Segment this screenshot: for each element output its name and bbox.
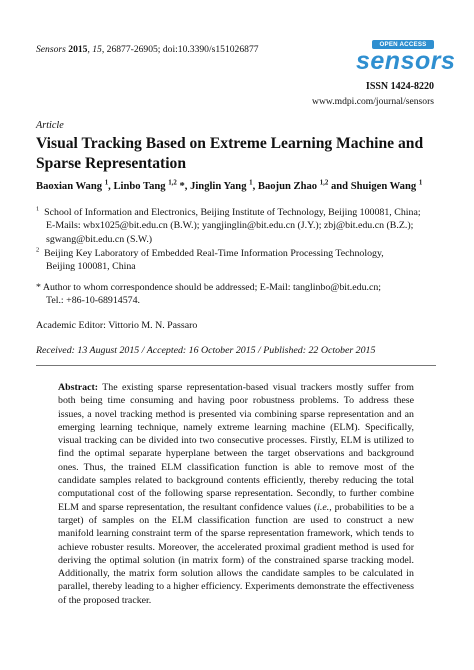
publication-dates: Received: 13 August 2015 / Accepted: 16 October 2015 / Published: 22 October 2015 [36,345,376,356]
journal-url[interactable]: www.mdpi.com/journal/sensors [312,96,434,107]
author-name: Shuigen Wang [350,181,417,192]
author-affiliation-mark: 1 [104,179,109,187]
author-list: Baoxian Wang $^1$, Linbo Tang $^{1,2}$ *, Jinglin Yang $^1$, Baojun Zhao $^{1,2}$ and Shuigen Wang $^1$ [36,179,423,192]
abstract-text: The existing sparse representation-based visual trackers mostly suffer from both being time consuming and having poor robustness problems. To address these issues, a novel tracking method is presented via combining sparse representation and an emerging learning technique, namely extreme learning machine (ELM). Specifically, visual tracking can be divided into two consecutive processes. Firstly, ELM is utilized to find the optimal separate hyperplane between the target observations and background ones. Thus, the trained ELM classification function is able to remove most of the candidate samples related to background contents efficiently, thereby reducing the total computational cost of the following sparse representation. Secondly, to further combine ELM and sparse representation, the resultant confidence values ( [58,382,414,513]
correspondence: * Author to whom correspondence should be addressed; E-Mail: tanglinbo@bit.edu.cn; Tel.: +86-10-68914574. [36,282,382,307]
author-affiliation-mark: 1,2 [319,179,329,187]
author-affiliation-mark: 1 [418,179,423,187]
affiliation-1: $^1$ School of Information and Electronics, Beijing Institute of Technology, Beijing 100081, China; E-Mails: wbx1025@bit.edu.cn (B.W.); yangjinglin@bit.edu.cn (J.Y.); zbj@bit.edu.cn (B.Z.); sgwang@bit.edu.cn (S.W.) [36,205,421,245]
journal-name: Sensors [36,44,66,55]
author-name: Jinglin Yang [190,181,247,192]
abstract-label: Abstract: [58,382,99,393]
paper-title: Visual Tracking Based on Extreme Learning Machine and Sparse Representation [36,135,424,172]
abstract: Abstract: The existing sparse representation-based visual trackers mostly suffer from both being time consuming and having poor robustness problems. To address these issues, a novel tracking method is presented via combining sparse representation and an emerging learning technique, namely extreme learning machine (ELM). Specifically, visual tracking can be divided into two consecutive processes. Firstly, ELM is utilized to find the optimal separate hyperplane between the target observations and background ones. Thus, the trained ELM classification function is able to remove most of the candidate samples related to background contents efficiently, thereby reducing the total computational cost of the following sparse representation. Secondly, to further combine ELM and sparse representation, the resultant confidence values (i.e., probabilities to be a target) of samples on the ELM classification function are used to construct a new manifold learning constraint term of the sparse representation framework, which tends to achieve robuster results. Moreover, the accelerated proximal gradient method is used for deriving the optimal solution (in matrix form) of the constrained sparse tracking model. Additionally, the matrix form solution allows the candidate samples to be calculated in parallel, thereby leading to a higher efficiency. Experiments demonstrate the effectiveness of the proposed tracker. [58,382,414,606]
pages-doi: , 26877-26905; doi:10.3390/s151026877 [101,44,259,55]
author-affiliation-mark: 1,2 [168,179,177,187]
open-access-badge: OPEN ACCESS [372,40,434,49]
volume: 15 [92,44,102,55]
year: 2015 [68,44,88,55]
abstract-text-continued: , probabilities to be a target) of samples on the ELM classification function are used to construct a new manifold learning constraint term of the sparse representation framework, which tends to achieve robuster results. Moreover, the accelerated proximal gradient method is used for deriving the optimal solution (in matrix form) of the constrained sparse tracking model. Additionally, the matrix form solution allows the candidate samples to be calculated in parallel, thereby leading to a higher efficiency. Experiments demonstrate the effectiveness of the proposed tracker. [58,501,414,606]
author-name: Linbo Tang [113,181,166,192]
author-name: Baoxian Wang [36,181,103,192]
divider [36,365,436,366]
citation-line: Sensors 2015, 15, 26877-26905; doi:10.3390/s151026877 [36,44,259,55]
article-type: Article [36,120,64,131]
journal-logo: sensors [356,47,456,75]
author-name: Baojun Zhao [257,181,318,192]
affiliation-2: $^2$ Beijing Key Laboratory of Embedded Real-Time Information Processing Technology, Beijing 100081, China [36,246,384,273]
academic-editor: Academic Editor: Vittorio M. N. Passaro [36,320,198,331]
issn: ISSN 1424-8220 [365,81,434,92]
author-affiliation-mark: 1 [249,179,253,187]
